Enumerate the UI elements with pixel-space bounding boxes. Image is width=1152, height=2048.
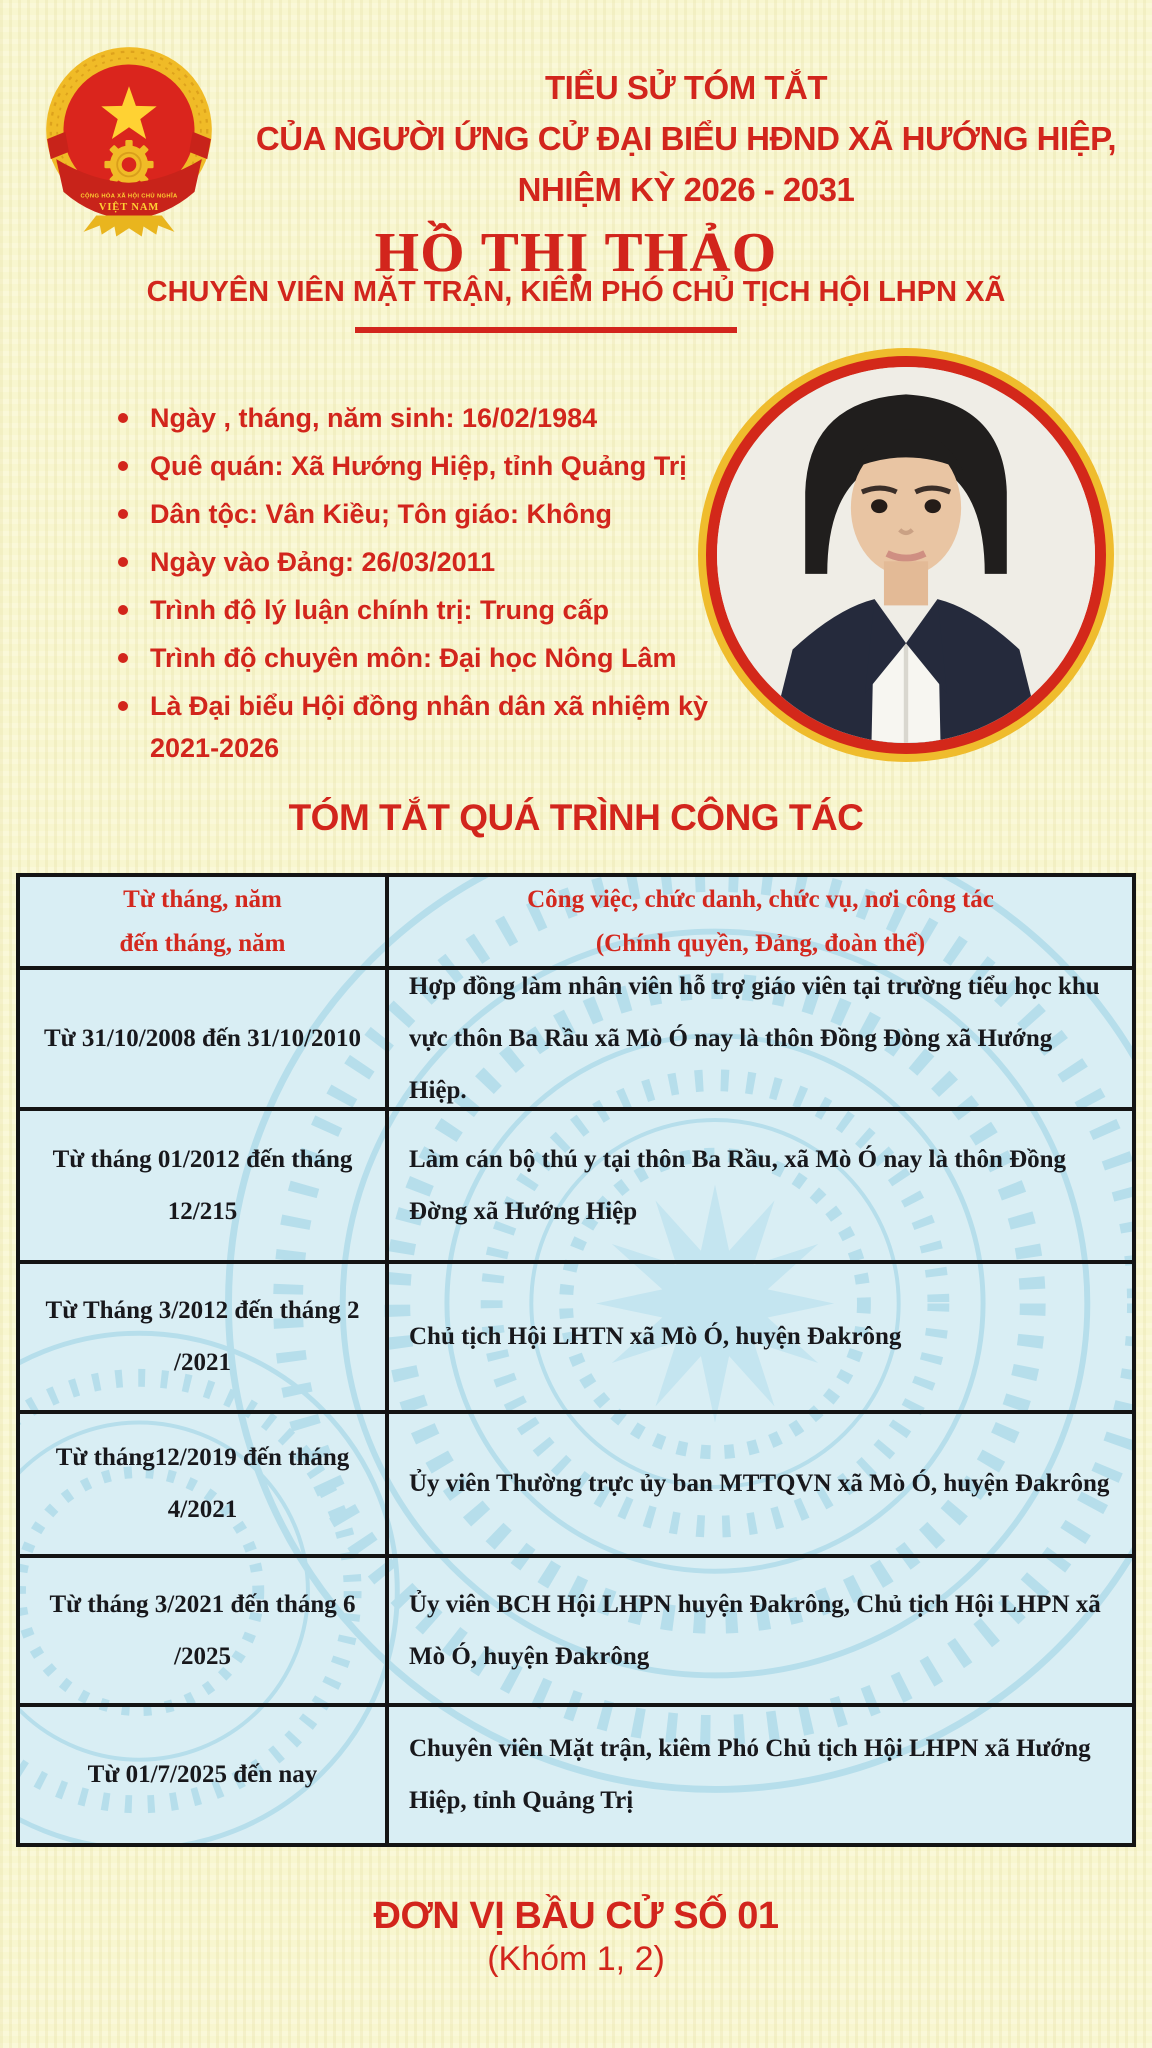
bullet-dot-icon xyxy=(118,701,128,711)
poster-title-block xyxy=(220,62,1152,215)
header-period-line1: Từ tháng, năm xyxy=(123,885,282,913)
table-row-period xyxy=(20,1264,389,1414)
title-line-2: CỦA NGƯỜI ỨNG CỬ ĐẠI BIỂU HĐND XÃ HƯỚNG HIỆP, xyxy=(255,120,1117,157)
table-header-job xyxy=(389,877,1132,970)
table-row-period xyxy=(20,1558,389,1707)
detail-text: Chuyên viên Mặt trận, kiêm Phó Chủ tịch Hội LHPN xã Hướng Hiệp, tỉnh Quảng Trị xyxy=(409,1735,1091,1814)
period-text: Từ tháng 01/2012 đến tháng 12/215 xyxy=(52,1145,353,1225)
period-text: Từ 01/7/2025 đến nay xyxy=(87,1761,318,1788)
list-item xyxy=(118,397,718,439)
title-line-3: NHIỆM KỲ 2026 - 2031 xyxy=(517,171,855,208)
bullet-dot-icon xyxy=(118,557,128,567)
bullet-dot-icon xyxy=(118,461,128,471)
list-item xyxy=(118,685,718,769)
period-text: Từ tháng 3/2021 đến tháng 6 /2025 xyxy=(49,1590,356,1670)
list-item xyxy=(118,637,718,679)
period-text: Từ 31/10/2008 đến 31/10/2010 xyxy=(43,1024,362,1052)
vietnam-national-emblem-icon xyxy=(38,42,220,238)
career-section-title: TÓM TẮT QUÁ TRÌNH CÔNG TÁC xyxy=(288,797,864,838)
table-row-period xyxy=(20,1707,389,1843)
candidate-name: HỒ THỊ THẢO xyxy=(374,222,778,284)
emblem-country-text: VIỆT NAM xyxy=(98,202,160,214)
title-line-1: TIỂU SỬ TÓM TẮT xyxy=(544,69,828,106)
career-table-grid xyxy=(20,877,1132,1843)
candidate-position: CHUYÊN VIÊN MẶT TRẬN, KIÊM PHÓ CHỦ TỊCH HỘI LHPN XÃ xyxy=(146,276,1006,308)
career-table xyxy=(16,873,1136,1847)
photo-red-ring xyxy=(706,356,1106,754)
table-header-period xyxy=(20,877,389,970)
list-item xyxy=(118,493,718,535)
table-row-detail xyxy=(389,1264,1132,1414)
period-text: Từ tháng12/2019 đến tháng 4/2021 xyxy=(55,1444,350,1523)
header-job-line1: Công việc, chức danh, chức vụ, nơi công tác xyxy=(527,885,994,913)
bullet-dot-icon xyxy=(118,509,128,519)
bullet-dot-icon xyxy=(118,605,128,615)
detail-text: Ủy viên Thường trực ủy ban MTTQVN xã Mò Ó, huyện Đakrông xyxy=(409,1470,1110,1497)
bullet-dot-icon xyxy=(118,653,128,663)
bullet-text: Trình độ lý luận chính trị: Trung cấp xyxy=(150,595,610,625)
election-unit-note: (Khóm 1, 2) xyxy=(487,1940,665,1978)
table-row-detail xyxy=(389,970,1132,1111)
detail-text: Ủy viên BCH Hội LHPN huyện Đakrông, Chủ tịch Hội LHPN xã Mò Ó, huyện Đakrông xyxy=(409,1590,1101,1670)
table-row-period xyxy=(20,1414,389,1558)
header-period-line2: đến tháng, năm xyxy=(119,929,286,957)
table-row-detail xyxy=(389,1414,1132,1558)
detail-text: Chủ tịch Hội LHTN xã Mò Ó, huyện Đakrông xyxy=(409,1323,902,1350)
bullet-text: Trình độ chuyên môn: Đại học Nông Lâm xyxy=(150,643,677,673)
header-job-line2: (Chính quyền, Đảng, đoàn thể) xyxy=(595,929,926,957)
table-row-detail xyxy=(389,1558,1132,1707)
table-row-detail xyxy=(389,1111,1132,1264)
list-item xyxy=(118,589,718,631)
bullet-text: Ngày vào Đảng: 26/03/2011 xyxy=(150,547,496,577)
election-unit-title: ĐƠN VỊ BẦU CỬ SỐ 01 xyxy=(373,1895,779,1937)
emblem-motto-text: CỘNG HÒA XÃ HỘI CHỦ NGHĨA xyxy=(80,193,178,200)
table-row-detail xyxy=(389,1707,1132,1843)
period-text: Từ Tháng 3/2012 đến tháng 2 /2021 xyxy=(45,1297,360,1376)
candidate-photo xyxy=(717,367,1095,743)
bullet-text: Là Đại biểu Hội đồng nhân dân xã nhiệm kỳ 2021-2026 xyxy=(150,691,709,763)
table-row-period xyxy=(20,1111,389,1264)
detail-text: Hợp đồng làm nhân viên hỗ trợ giáo viên tại trường tiểu học khu vực thôn Ba Rầu xã Mò Ó nay là thôn Đồng Đòng xã Hướng Hiệp. xyxy=(409,972,1100,1104)
detail-text: Làm cán bộ thú y tại thôn Ba Rầu, xã Mò Ó nay là thôn Đồng Đờng xã Hướng Hiệp xyxy=(409,1145,1067,1225)
bullet-text: Quê quán: Xã Hướng Hiệp, tỉnh Quảng Trị xyxy=(150,451,687,481)
bullet-text: Dân tộc: Vân Kiều; Tôn giáo: Không xyxy=(150,499,612,529)
title-underline xyxy=(355,327,737,333)
list-item xyxy=(118,541,718,583)
bullet-text: Ngày , tháng, năm sinh: 16/02/1984 xyxy=(150,403,598,433)
candidate-photo-frame xyxy=(698,348,1114,762)
bullet-dot-icon xyxy=(118,413,128,423)
personal-info-list xyxy=(118,397,718,775)
list-item xyxy=(118,445,718,487)
table-row-period xyxy=(20,970,389,1111)
